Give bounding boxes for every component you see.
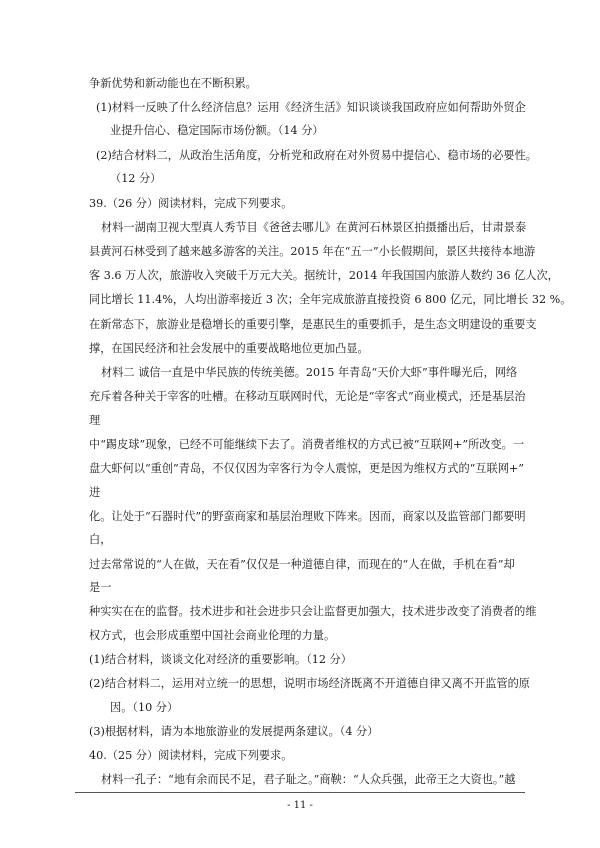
question-2-text: (2)结合材料二，从政治生活角度，分析党和政府在对外贸易中提信心、稳市场的必要性。 (96, 149, 537, 162)
material-2-text: 种实实在在的监督。技术进步和社会进步只会让监督更加强大，技术进步改变了消费者的维 (89, 605, 537, 618)
material-2-text: 充斥着各种关于宰客的吐槽。在移动互联网时代，无论是“宰客式”商业模式，还是基层治 (89, 390, 526, 403)
material-1-text: 同比增长 11.4%，人均出游率接近 3 次；全年完成旅游直接投资 6 800 亿元，同比增长 32 %。 (89, 293, 572, 306)
material-2-text: 白， (89, 533, 112, 546)
material-2-text: 材料二 诚信一直是中华民族的传统美德。2015 年青岛“天价大虾”事件曝光后，网络 (101, 366, 518, 379)
material-2-text: 进 (89, 486, 101, 499)
question-39-3: (3)根据材料，请为本地旅游业的发展提两条建议。（4 分） (89, 725, 379, 738)
question-39-2: (2)结合材料二，运用对立统一的思想，说明市场经济既离不开道德自律又离不开监管的原 (89, 677, 530, 690)
material-2-text: 过去常常说的“人在做，天在看”仅仅是一种道德自律，而现在的“人在做，手机在看”却 (89, 558, 515, 571)
material-1-text: 材料一湖南卫视大型真人秀节目《爸爸去哪儿》在黄河石林景区拍摄播出后，甘肃景泰 (101, 221, 527, 234)
material-1-text: 客 3.6 万人次，旅游收入突破千万元大关。据统计，2014 年我国国内旅游人数约 36 亿人次， (89, 269, 559, 282)
material-2-text: 理 (89, 414, 101, 427)
question-39-2-cont: 因。（10 分） (110, 701, 179, 714)
question-39-1: (1)结合材料，谈谈文化对经济的重要影响。（12 分） (89, 653, 352, 666)
material-2-text: 盘大虾何以“重创”青岛，不仅仅因为宰客行为令人震惊，更是因为维权方式的“互联网+” (89, 462, 525, 475)
material-2-text: 权方式，也会形成重塑中国社会商业伦理的力量。 (89, 629, 336, 642)
question-2-score: （12 分） (110, 172, 162, 185)
material-2-text: 是一 (89, 581, 112, 594)
question-40-heading: 40.（25 分）阅读材料，完成下列要求。 (89, 749, 293, 762)
material-2-text: 中“踢皮球”现象，已经不可能继续下去了。消费者维权的方式已被“互联网+”所改变。一 (89, 438, 525, 451)
material-1-text: 县黄河石林受到了越来越多游客的关注。2015 年在“五一”小长假期间，景区共接待本地游 (89, 245, 536, 258)
material-1-text: 在新常态下，旅游业是稳增长的重要引擎，是惠民生的重要抓手，是生态文明建设的重要支 (89, 318, 537, 331)
question-1-text: (1)材料一反映了什么经济信息？运用《经济生活》知识谈谈我国政府应如何帮助外贸企 (96, 101, 526, 114)
question-39-heading: 39.（26 分）阅读材料，完成下列要求。 (89, 197, 293, 210)
page-number: - 11 - (287, 800, 313, 811)
material-2-text: 化。让处于“石器时代”的野蛮商家和基层治理败下阵来。因而，商家以及监管部门都要明 (89, 510, 526, 523)
footer-divider (75, 792, 525, 793)
material-1-text: 撑，在国民经济和社会发展中的重要战略地位更加凸显。 (89, 342, 369, 355)
question-40-material-1: 材料一孔子：“地有余而民不足，君子耻之。”商鞅：“人众兵强，此帝王之大资也。”越 (101, 773, 516, 786)
question-1-text-cont: 业提升信心、稳定国际市场份额。（14 分） (110, 124, 324, 137)
text-line: 争新优势和新动能也在不断积累。 (89, 77, 257, 90)
